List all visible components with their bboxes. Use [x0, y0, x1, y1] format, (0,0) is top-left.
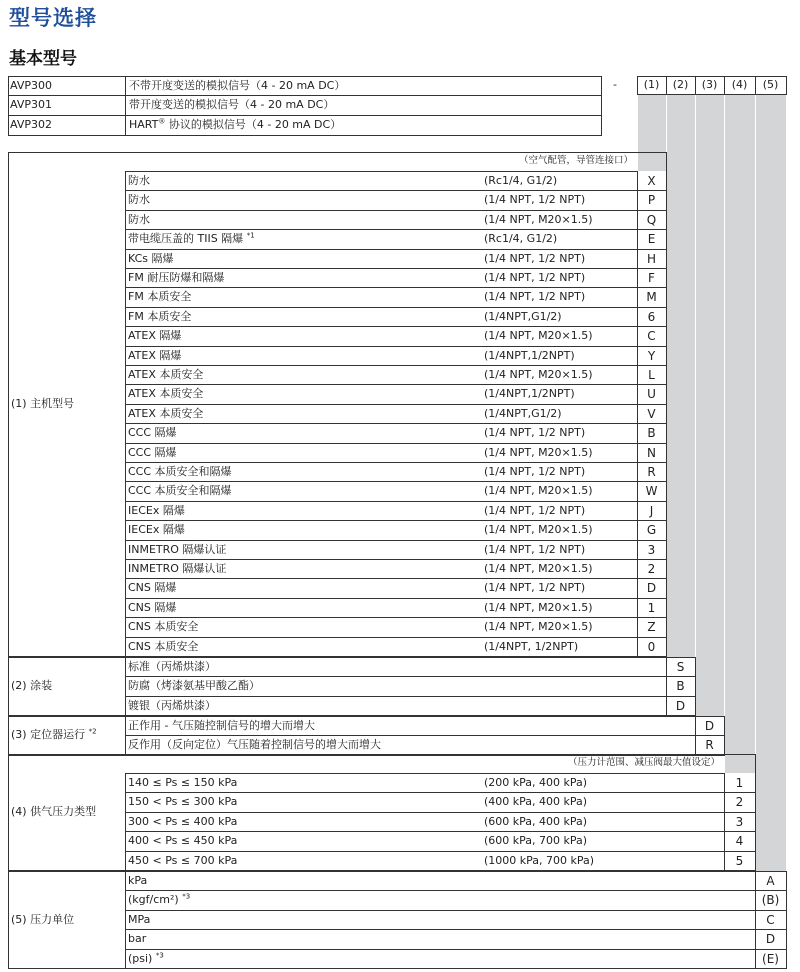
- page-title: 型号选择: [9, 6, 97, 30]
- option-code: (B): [761, 893, 780, 908]
- option-code: L: [648, 368, 655, 382]
- option-connection: (1000 kPa, 700 kPa): [484, 853, 595, 867]
- grid-line: [125, 268, 666, 269]
- option-connection: (1/4 NPT, M20×1.5): [484, 368, 593, 381]
- grid-line: [125, 210, 666, 211]
- option-code: V: [647, 406, 656, 421]
- option-group-label: (4) 供气压力类型: [11, 805, 97, 818]
- grid-line: [125, 365, 666, 366]
- option-connection: (200 kPa, 400 kPa): [484, 776, 588, 789]
- option-code: 5: [735, 853, 744, 868]
- grid-line: [125, 910, 786, 911]
- option-name: 防水: [128, 174, 150, 187]
- option-connection: (1/4 NPT, 1/2 NPT): [484, 251, 586, 265]
- option-code: G: [646, 523, 657, 538]
- grid-line: [125, 404, 666, 405]
- base-model-code: AVP302: [10, 117, 52, 131]
- option-name: ATEX 本质安全: [128, 368, 204, 381]
- option-code: W: [645, 484, 658, 499]
- option-code: J: [649, 503, 654, 518]
- option-name: 400 < Ps ≤ 450 kPa: [128, 834, 238, 848]
- grid-line: [125, 696, 695, 697]
- grid-line: [125, 929, 786, 930]
- grid-line: [125, 326, 666, 327]
- grid-line: [125, 851, 755, 852]
- option-name: 带电缆压盖的 TIIS 隔爆 $^{*1}$: [128, 231, 255, 246]
- option-connection: (1/4NPT,1/2NPT): [484, 348, 575, 362]
- base-model-desc: 不带开度变送的模拟信号（4 - 20 mA DC）: [129, 79, 346, 92]
- option-group-label: (5) 压力单位: [11, 912, 75, 926]
- option-name: 防腐（烤漆氨基甲酸乙酯）: [128, 679, 260, 693]
- option-name: bar: [128, 932, 147, 946]
- grid-line: [125, 171, 126, 656]
- column-header-label: (1): [643, 78, 660, 91]
- option-code: Z: [647, 620, 656, 635]
- grid-line: [8, 115, 601, 116]
- option-name: 正作用 - 气压随控制信号的增大而增大: [128, 719, 315, 732]
- option-name: CNS 本质安全: [128, 639, 199, 653]
- grid-line: [125, 657, 126, 715]
- option-name: (kgf/cm²) $^{*3}$: [128, 892, 191, 907]
- option-code: 4: [735, 834, 744, 849]
- column-shade-4: [725, 95, 755, 773]
- grid-line: [125, 229, 666, 230]
- option-code: 1: [647, 600, 656, 615]
- option-group-label: (2) 涂装: [11, 679, 53, 693]
- option-connection: (1/4 NPT, M20×1.5): [484, 600, 593, 614]
- option-connection: (1/4 NPT, M20×1.5): [484, 620, 593, 634]
- column-shade-2: [667, 95, 695, 657]
- grid-line: [125, 171, 637, 172]
- option-connection: (1/4 NPT, M20×1.5): [484, 562, 593, 575]
- grid-line: [125, 598, 666, 599]
- option-connection: (1/4NPT,G1/2): [484, 406, 562, 420]
- grid-line: [125, 812, 755, 813]
- grid-line: [125, 384, 666, 385]
- option-name: MPa: [128, 912, 151, 926]
- option-name: CNS 隔爆: [128, 581, 177, 595]
- option-name: ATEX 隔爆: [128, 329, 182, 343]
- option-code: M: [646, 290, 657, 305]
- grid-line: [125, 481, 666, 482]
- column-header-label: (2): [672, 78, 689, 91]
- option-name: IECEx 隔爆: [128, 523, 185, 537]
- option-code: C: [766, 912, 775, 927]
- grid-line: [125, 540, 666, 541]
- option-code: U: [647, 387, 656, 402]
- grid-line: [125, 462, 666, 463]
- grid-line: [125, 287, 666, 288]
- option-name: IECEx 隔爆: [128, 503, 185, 517]
- option-code: C: [647, 329, 656, 344]
- grid-line: [125, 190, 666, 191]
- grid-line: [125, 773, 724, 774]
- option-connection: (1/4 NPT, 1/2 NPT): [484, 581, 586, 595]
- option-connection: (1/4 NPT, M20×1.5): [484, 523, 593, 537]
- option-connection: (1/4 NPT, 1/2 NPT): [484, 193, 586, 207]
- grid-line: [125, 346, 666, 347]
- option-code: Y: [647, 348, 656, 363]
- option-connection: (1/4 NPT, M20×1.5): [484, 212, 593, 226]
- option-connection: (1/4 NPT, M20×1.5): [484, 445, 593, 459]
- base-model-code: AVP300: [10, 79, 52, 92]
- option-name: CNS 隔爆: [128, 600, 177, 614]
- option-name: FM 本质安全: [128, 290, 192, 304]
- option-code: R: [647, 465, 656, 479]
- option-code: D: [675, 698, 686, 713]
- option-group-label: (3) 定位器运行 $^{*2}$: [11, 727, 97, 742]
- option-code: P: [647, 193, 656, 208]
- base-model-code: AVP301: [10, 98, 52, 112]
- grid-line: [125, 831, 755, 832]
- option-code: E: [647, 232, 656, 247]
- option-name: 防水: [128, 212, 150, 226]
- grid-line: [125, 773, 126, 870]
- option-group-coating: [8, 657, 696, 716]
- option-connection: (Rc1/4, G1/2): [484, 232, 558, 246]
- option-code: Q: [646, 212, 657, 227]
- option-connection: (1/4NPT, 1/2NPT): [484, 639, 579, 653]
- option-connection: (1/4 NPT, 1/2 NPT): [484, 503, 586, 517]
- option-code: R: [705, 738, 714, 753]
- grid-line: [125, 501, 666, 502]
- option-code: 6: [647, 309, 656, 324]
- option-connection: (1/4 NPT, 1/2 NPT): [484, 290, 586, 304]
- option-code: X: [647, 174, 656, 188]
- grid-line: [125, 423, 666, 424]
- grid-line: [125, 617, 666, 618]
- option-name: 标准（丙烯烘漆）: [128, 660, 216, 673]
- option-name: ATEX 本质安全: [128, 406, 204, 420]
- grid-line: [125, 443, 666, 444]
- option-code: 0: [647, 639, 656, 654]
- grid-line: [125, 890, 786, 891]
- option-name: 防水: [128, 193, 150, 207]
- option-name: 450 < Ps ≤ 700 kPa: [128, 853, 238, 867]
- option-name: CCC 隔爆: [128, 445, 177, 459]
- grid-line: [125, 676, 695, 677]
- grid-line: [8, 95, 601, 96]
- option-code: B: [647, 426, 656, 441]
- option-name: FM 耐压防爆和隔爆: [128, 271, 225, 284]
- option-code: 1: [735, 776, 744, 790]
- option-name: ATEX 本质安全: [128, 387, 204, 401]
- option-connection: (1/4 NPT, 1/2 NPT): [484, 465, 586, 478]
- base-model-desc: 带开度变送的模拟信号（4 - 20 mA DC）: [129, 98, 335, 112]
- option-connection: (1/4 NPT, 1/2 NPT): [484, 542, 586, 556]
- option-name: 150 < Ps ≤ 300 kPa: [128, 795, 238, 809]
- option-name: CCC 本质安全和隔爆: [128, 484, 232, 498]
- option-group-note: （空气配管，导管连接口）: [518, 155, 633, 166]
- option-connection: (600 kPa, 400 kPa): [484, 814, 588, 828]
- option-name: 140 ≤ Ps ≤ 150 kPa: [128, 776, 238, 789]
- option-code: 2: [647, 562, 656, 576]
- grid-line: [125, 792, 755, 793]
- grid-line: [125, 559, 666, 560]
- option-code: D: [646, 581, 657, 596]
- option-connection: (1/4 NPT, M20×1.5): [484, 329, 593, 343]
- column-shade-3: [696, 95, 724, 716]
- grid-line: [125, 735, 724, 736]
- option-connection: (400 kPa, 400 kPa): [484, 795, 588, 809]
- option-name: CCC 隔爆: [128, 426, 177, 440]
- grid-line: [125, 578, 666, 579]
- column-header-label: (3): [701, 78, 718, 91]
- option-connection: (1/4 NPT, M20×1.5): [484, 484, 593, 498]
- section-title: 基本型号: [9, 49, 77, 69]
- option-name: INMETRO 隔爆认证: [128, 542, 227, 556]
- option-code: F: [648, 271, 655, 285]
- option-name: 镀银（丙烯烘漆）: [128, 698, 216, 712]
- grid-line: [125, 76, 126, 135]
- option-connection: (1/4NPT,1/2NPT): [484, 387, 575, 401]
- option-code: (E): [762, 951, 779, 966]
- grid-line: [125, 249, 666, 250]
- grid-line: [125, 307, 666, 308]
- option-code: D: [765, 932, 776, 947]
- grid-line: [125, 871, 126, 968]
- grid-line: [125, 520, 666, 521]
- option-name: (psi) $^{*3}$: [128, 950, 164, 965]
- option-code: D: [704, 719, 715, 733]
- option-code: B: [676, 679, 685, 694]
- option-code: S: [676, 660, 685, 674]
- option-name: CNS 本质安全: [128, 620, 199, 634]
- option-name: 反作用（反向定位）气压随着控制信号的增大而增大: [128, 738, 381, 752]
- option-code: 2: [735, 795, 744, 810]
- option-code: 3: [735, 814, 744, 829]
- option-connection: (600 kPa, 700 kPa): [484, 834, 588, 848]
- option-code: 3: [647, 542, 656, 557]
- option-name: CCC 本质安全和隔爆: [128, 465, 232, 478]
- option-code: N: [647, 445, 656, 460]
- base-model-desc: HART® 协议的模拟信号（4 - 20 mA DC）: [129, 117, 342, 131]
- option-name: FM 本质安全: [128, 309, 192, 323]
- option-connection: (Rc1/4, G1/2): [484, 174, 558, 187]
- grid-line: [125, 949, 786, 950]
- option-name: 300 < Ps ≤ 400 kPa: [128, 814, 238, 828]
- option-name: KCs 隔爆: [128, 251, 174, 265]
- grid-line: [125, 637, 666, 638]
- dash-separator: -: [613, 78, 617, 91]
- option-code: H: [646, 251, 657, 266]
- option-name: kPa: [128, 874, 148, 887]
- option-name: ATEX 隔爆: [128, 348, 182, 362]
- option-connection: (1/4 NPT, 1/2 NPT): [484, 426, 586, 440]
- option-connection: (1/4NPT,G1/2): [484, 309, 562, 323]
- option-group-label: (1) 主机型号: [11, 397, 75, 410]
- option-name: INMETRO 隔爆认证: [128, 562, 227, 575]
- option-code: A: [766, 874, 775, 888]
- column-header-label: (5): [762, 78, 779, 91]
- column-header-label: (4): [731, 78, 748, 91]
- option-group-note: （压力计范围、减压阀最大值设定）: [567, 757, 720, 768]
- column-shade-5: [756, 95, 786, 871]
- option-connection: (1/4 NPT, 1/2 NPT): [484, 271, 586, 284]
